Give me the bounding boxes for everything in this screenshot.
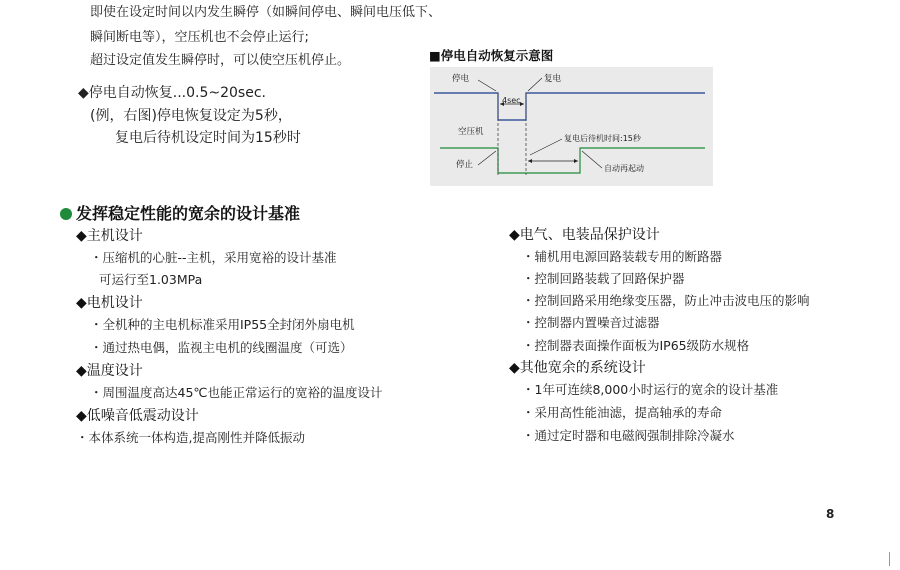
- electrical-protection-heading: ◆电气、电装品保护设计: [509, 227, 660, 243]
- edge-mark: [889, 552, 890, 566]
- electrical-item-2: ・控制回路装载了回路保护器: [522, 271, 685, 286]
- recovery-example-1: (例，右图)停电恢复设定为5秒，: [90, 108, 292, 124]
- other-item-1: ・1年可连续8,000小时运行的宽余的设计基准: [522, 382, 779, 397]
- other-design-heading: ◆其他宽余的系统设计: [509, 360, 646, 376]
- electrical-item-3: ・控制回路采用绝缘变压器，防止冲击波电压的影响: [522, 293, 810, 308]
- duration-label: 4sec: [502, 96, 521, 105]
- main-design-heading: ◆主机设计: [76, 228, 143, 244]
- main-design-item-1: ・压缩机的心脏--主机，采用宽裕的设计基准: [90, 250, 337, 265]
- noise-design-item-1: ・本体系统一体构造,提高刚性并降低振动: [76, 430, 305, 445]
- diagram-title: ■停电自动恢复示意图: [429, 48, 554, 63]
- standby-label: 复电后待机时间:15秒: [564, 134, 641, 143]
- section-title: 发挥稳定性能的宽余的设计基准: [60, 206, 300, 222]
- temperature-design-heading: ◆温度设计: [76, 363, 143, 379]
- motor-design-heading: ◆电机设计: [76, 295, 143, 311]
- intro-line-1: 即使在设定时间以内发生瞬停（如瞬间停电、瞬间电压低下、: [90, 5, 442, 20]
- intro-line-3: 超过设定值发生瞬停时，可以使空压机停止。: [90, 53, 351, 68]
- page-number: 8: [826, 507, 835, 521]
- power-recovery-diagram: [430, 67, 713, 186]
- restore-label: 复电: [544, 74, 562, 84]
- outage-label: 停电: [452, 74, 470, 84]
- electrical-item-4: ・控制器内置噪音过滤器: [522, 315, 660, 330]
- recovery-heading: ◆停电自动恢复...0.5~20sec.: [78, 85, 266, 101]
- stop-label: 停止: [456, 160, 474, 170]
- main-design-item-1b: 可运行至1.03MPa: [99, 272, 203, 287]
- electrical-item-5: ・控制器表面操作面板为IP65级防水规格: [522, 338, 750, 353]
- temperature-design-item-1: ・周围温度高达45℃也能正常运行的宽裕的温度设计: [90, 385, 383, 400]
- recovery-example-2: 复电后待机设定时间为15秒时: [115, 130, 301, 146]
- intro-line-2: 瞬间断电等），空压机也不会停止运行;: [90, 30, 309, 45]
- electrical-item-1: ・辅机用电源回路装载专用的断路器: [522, 249, 723, 264]
- noise-design-heading: ◆低噪音低震动设计: [76, 408, 199, 424]
- motor-design-item-1: ・全机种的主电机标准采用IP55全封闭外扇电机: [90, 317, 355, 332]
- restart-label: 自动再起动: [604, 164, 644, 173]
- compressor-label: 空压机: [458, 127, 484, 137]
- other-item-3: ・通过定时器和电磁阀强制排除冷凝水: [522, 428, 735, 443]
- other-item-2: ・采用高性能油滤，提高轴承的寿命: [522, 405, 723, 420]
- bullet-dot-icon: [60, 208, 72, 220]
- motor-design-item-2: ・通过热电偶，监视主电机的线圈温度（可选）: [90, 340, 353, 355]
